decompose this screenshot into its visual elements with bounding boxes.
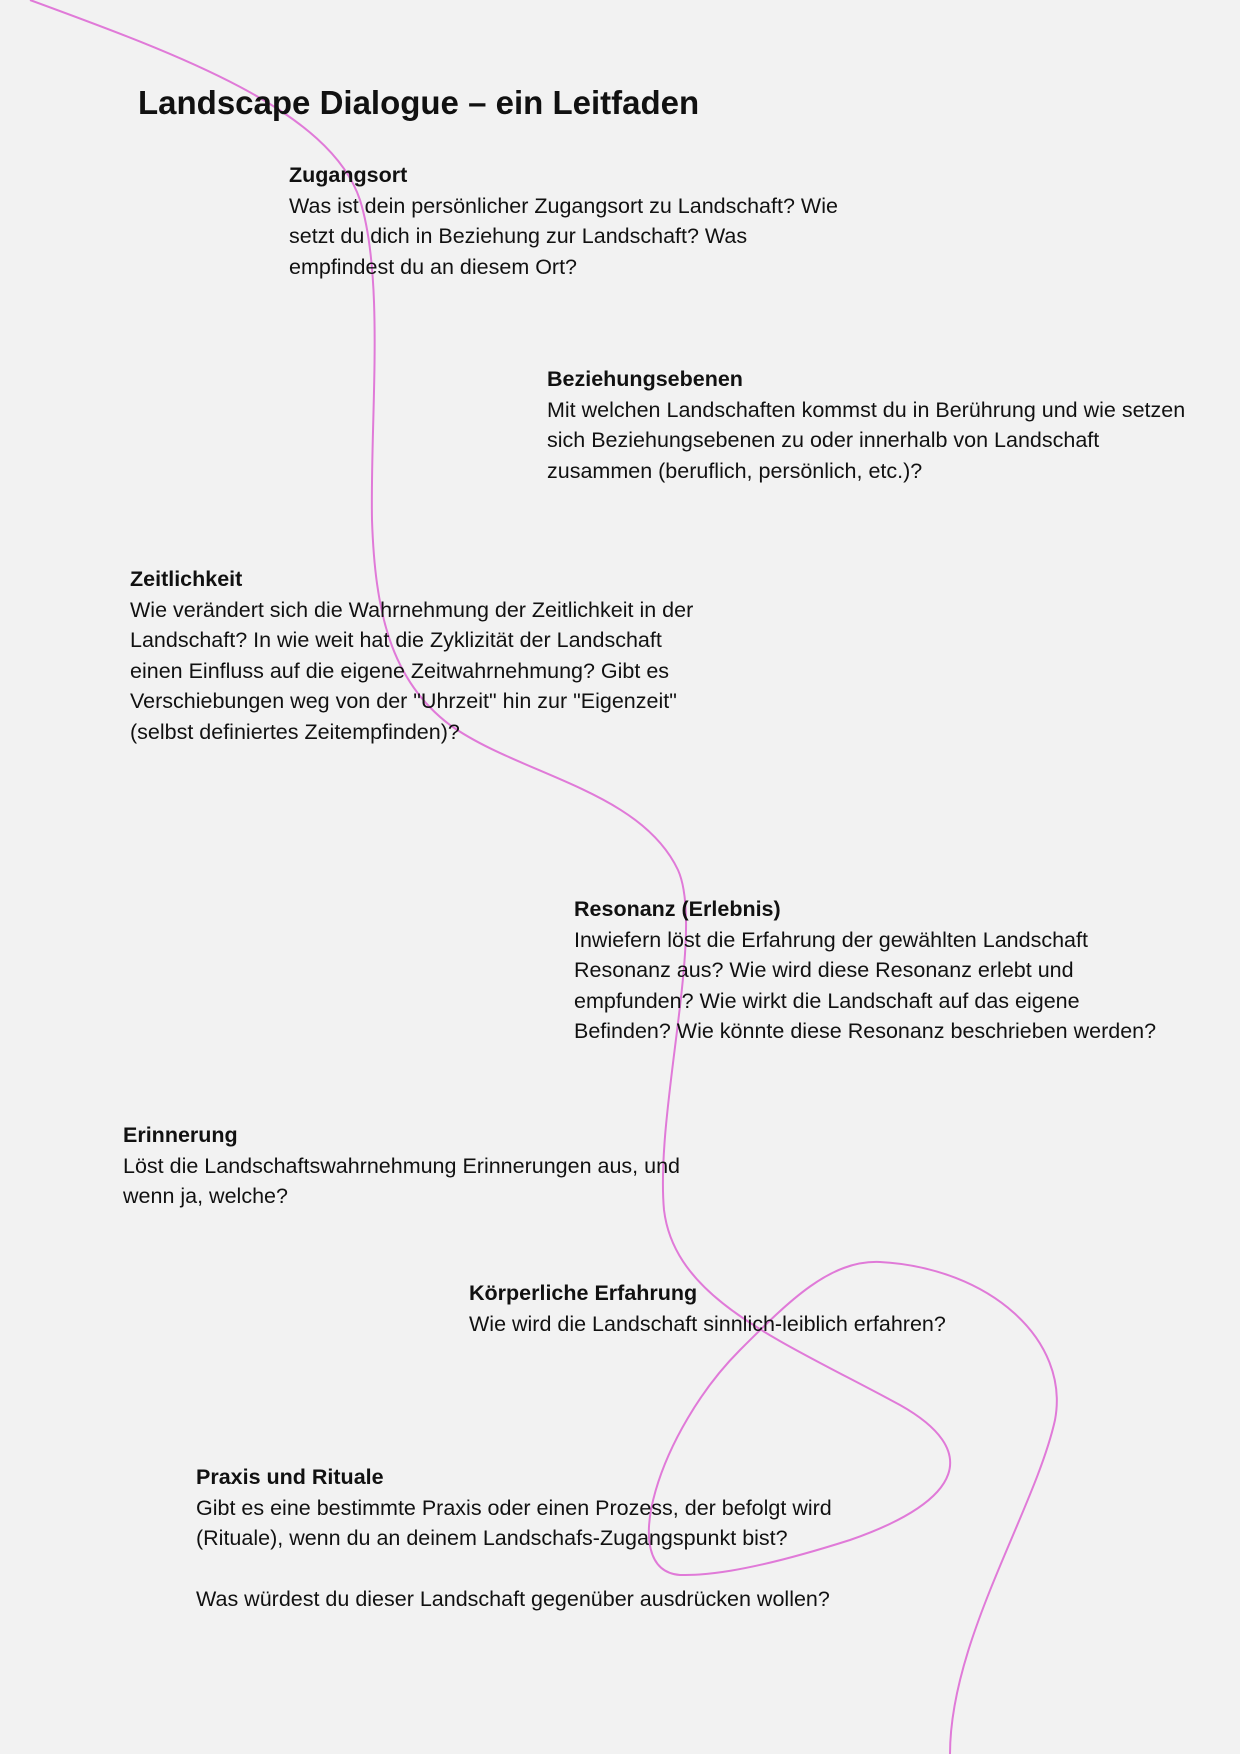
section-heading: Resonanz (Erlebnis) [574, 897, 781, 921]
section-beziehungsebenen [547, 364, 1197, 486]
section-text: Wie wird die Landschaft sinnlich-leiblich erfahren? [469, 1311, 946, 1336]
section-koerperliche-erfahrung [469, 1278, 1069, 1339]
page-title: Landscape Dialogue – ein Leitfaden [138, 84, 700, 121]
section-text: Gibt es eine bestimmte Praxis oder einen Prozess, der befolgt wird (Rituale), wenn du an deinem Landschafs-Zugangspunkt bist? [196, 1495, 832, 1550]
section-erinnerung [123, 1120, 703, 1212]
section-heading: Körperliche Erfahrung [469, 1281, 698, 1305]
section-text: Mit welchen Landschaften kommst du in Berührung und wie setzen sich Beziehungsebenen zu oder innerhalb von Landschaft zusammen (beruflich, persönlich, etc.)? [547, 397, 1186, 483]
section-zeitlichkeit [130, 564, 720, 747]
section-text: Wie verändert sich die Wahrnehmung der Zeitlichkeit in der Landschaft? In wie weit hat die Zyklizität der Landschaft einen Einfluss auf die eigene Zeitwahrnehmung? Gibt es Verschiebungen weg von der "Uhrzeit" hin zur "Eigenzeit" (selbst definiertes Zeitempfinden)? [130, 597, 694, 744]
section-heading: Zeitlichkeit [130, 567, 243, 591]
section-praxis-und-rituale [196, 1462, 836, 1615]
section-heading: Praxis und Rituale [196, 1465, 384, 1489]
section-zugangsort [289, 160, 849, 282]
section-heading: Erinnerung [123, 1123, 238, 1147]
section-heading: Beziehungsebenen [547, 367, 743, 391]
section-text: Löst die Landschaftswahrnehmung Erinnerungen aus, und wenn ja, welche? [123, 1153, 680, 1208]
section-resonanz [574, 894, 1174, 1047]
section-text: Was ist dein persönlicher Zugangsort zu Landschaft? Wie setzt du dich in Beziehung zur Landschaft? Was empfindest du an diesem Ort? [289, 193, 838, 279]
section-text-extra: Was würdest du dieser Landschaft gegenüber ausdrücken wollen? [196, 1587, 830, 1611]
section-text: Inwiefern löst die Erfahrung der gewählten Landschaft Resonanz aus? Wie wird diese Resonanz erlebt und empfunden? Wie wirkt die Landschaft auf das eigene Befinden? Wie könnte diese Resonanz beschrieben werden? [574, 927, 1157, 1043]
section-heading: Zugangsort [289, 163, 408, 187]
